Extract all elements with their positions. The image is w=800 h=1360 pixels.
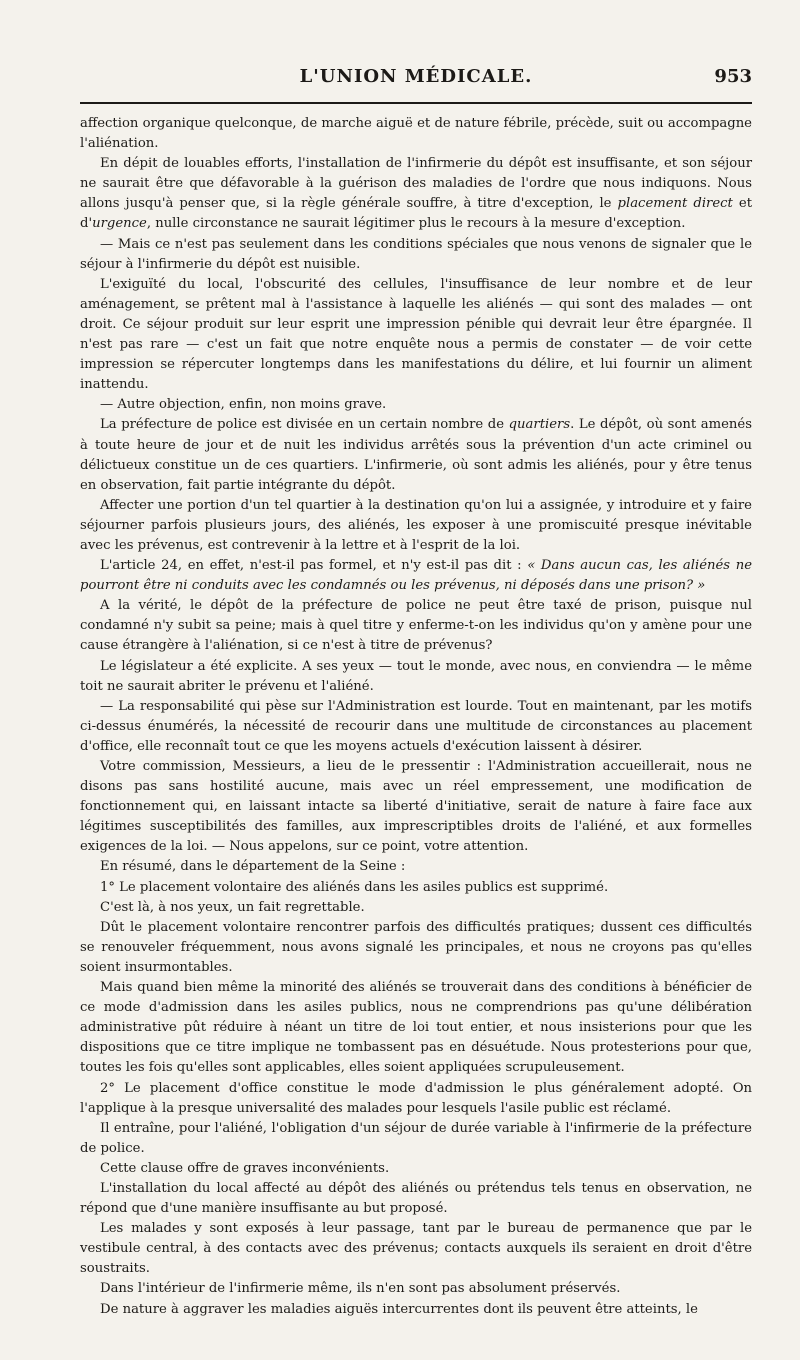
paragraph: Dans l'intérieur de l'infirmerie même, ils n'en sont pas absolument préservés. bbox=[100, 1281, 621, 1297]
paragraph: Affecter une portion d'un tel quartier à la destination qu'on lui a assignée, y introduire et y faire séjourner parfois plusieurs jours, des aliénés, les exposer à une promiscuité presque inévitable avec les prévenus, est contrevenir à la lettre et à l'esprit de la loi. bbox=[80, 497, 752, 553]
paragraph: De nature à aggraver les maladies aiguës intercurrentes dont ils peuvent être atteints, le bbox=[100, 1301, 698, 1317]
paragraph: 1° Le placement volontaire des aliénés dans les asiles publics est supprimé. bbox=[100, 879, 609, 895]
page-number: 953 bbox=[714, 66, 752, 87]
paragraph: A la vérité, le dépôt de la préfecture de police ne peut être taxé de prison, puisque nul condamné n'y subit sa peine; mais à quel titre y enferme-t-on les individus qu'on y amène pour une cause étrangère à l'aliénation, si ce n'est à titre de prévenus? bbox=[80, 598, 752, 654]
paragraph: Mais quand bien même la minorité des aliénés se trouverait dans des conditions à bénéficier de ce mode d'admission dans les asiles publics, nous ne comprendrions pas qu'une délibération administrative pût réduire à néant un titre de loi tout entier, et nous insisterions pour que les dispositions que ce titre implique ne tombassent pas en désuétude. Nous protesterions pour que, toutes les fois qu'elles sont applicables, elles soient appliquées scrupuleusement. bbox=[80, 980, 752, 1076]
page-header bbox=[80, 66, 752, 96]
running-title: L'UNION MÉDICALE. bbox=[299, 66, 533, 87]
paragraph: L'installation du local affecté au dépôt des aliénés ou prétendus tels tenus en observation, ne répond que d'une manière insuffisante au but proposé. bbox=[80, 1180, 752, 1217]
header-rule bbox=[80, 102, 752, 104]
paragraph: — Autre objection, enfin, non moins grave. bbox=[100, 397, 387, 413]
paragraph: En dépit de louables efforts, l'installation de l'infirmerie du dépôt est insuffisante, et son séjour ne saurait être que défavorable à la guérison des maladies de l'ordre que nous indiquons. Nous allons jusqu'à penser que, si la règle générale souffre, à titre d'exception, le placement direct et d'urgence, nulle circonstance ne saurait légitimer plus le recours à la mesure d'exception. bbox=[80, 156, 752, 232]
paragraph: Les malades y sont exposés à leur passage, tant par le bureau de permanence que par le vestibule central, à des contacts avec des prévenus; contacts auxquels ils seraient en droit d'être soustraits. bbox=[80, 1221, 752, 1277]
paragraph: Dût le placement volontaire rencontrer parfois des difficultés pratiques; dussent ces difficultés se renouveler fréquemment, nous avons signalé les principales, et nous ne croyons pas qu'elles soient insurmontables. bbox=[80, 919, 752, 975]
paragraph: — Mais ce n'est pas seulement dans les conditions spéciales que nous venons de signaler que le séjour à l'infirmerie du dépôt est nuisible. bbox=[80, 236, 752, 272]
paragraph: En résumé, dans le département de la Seine : bbox=[100, 859, 406, 875]
body-text bbox=[80, 114, 752, 1320]
paragraph: Cette clause offre de graves inconvénients. bbox=[100, 1160, 390, 1176]
paragraph: — La responsabilité qui pèse sur l'Administration est lourde. Tout en maintenant, par les motifs ci-dessus énumérés, la nécessité de recourir dans une multitude de circonstances au placement d'office, elle reconnaît tout ce que les moyens actuels d'exécution laissent à désirer. bbox=[80, 698, 752, 754]
paragraph: L'article 24, en effet, n'est-il pas formel, et n'y est-il pas dit : « Dans aucun cas, les aliénés ne pourront être ni conduits avec les condamnés ou les prévenus, ni déposés dans une prison? » bbox=[80, 558, 752, 594]
paragraph: Il entraîne, pour l'aliéné, l'obligation d'un séjour de durée variable à l'infirmerie de la préfecture de police. bbox=[80, 1120, 752, 1156]
paragraph: Votre commission, Messieurs, a lieu de le pressentir : l'Administration accueillerait, nous ne disons pas sans hostilité aucune, mais avec un réel empressement, une modification de fonctionnement qui, en laissant intacte sa liberté d'initiative, serait de nature à faire face aux légitimes susceptibilités des familles, aux imprescriptibles droits de l'aliéné, et aux formelles exigences de la loi. — Nous appelons, sur ce point, votre attention. bbox=[80, 759, 752, 855]
paragraph: affection organique quelconque, de marche aiguë et de nature fébrile, précède, suit ou accompagne l'aliénation. bbox=[80, 116, 752, 152]
paragraph: Le législateur a été explicite. A ses yeux — tout le monde, avec nous, en conviendra — le même toit ne saurait abriter le prévenu et l'aliéné. bbox=[80, 658, 752, 694]
paragraph: L'exiguïté du local, l'obscurité des cellules, l'insuffisance de leur nombre et de leur aménagement, se prêtent mal à l'assistance à laquelle les aliénés — qui sont des malades — ont droit. Ce séjour produit sur leur esprit une impression pénible qui devrait leur être épargnée. Il n'est pas rare — c'est un fait que notre enquête nous a permis de constater — de voir cette impression se répercuter longtemps dans les manifestations du délire, et lui fournir un aliment inattendu. bbox=[80, 276, 752, 393]
paragraph: La préfecture de police est divisée en un certain nombre de quartiers. Le dépôt, où sont amenés à toute heure de jour et de nuit les individus arrêtés sous la prévention d'un acte criminel ou délictueux constitue un de ces quartiers. L'infirmerie, où sont admis les aliénés, pour y être tenus en observation, fait partie intégrante du dépôt. bbox=[80, 417, 752, 493]
paragraph: C'est là, à nos yeux, un fait regrettable. bbox=[100, 899, 365, 915]
paragraph: 2° Le placement d'office constitue le mode d'admission le plus généralement adopté. On l'applique à la presque universalité des malades pour lesquels l'asile public est réclamé. bbox=[80, 1080, 752, 1116]
